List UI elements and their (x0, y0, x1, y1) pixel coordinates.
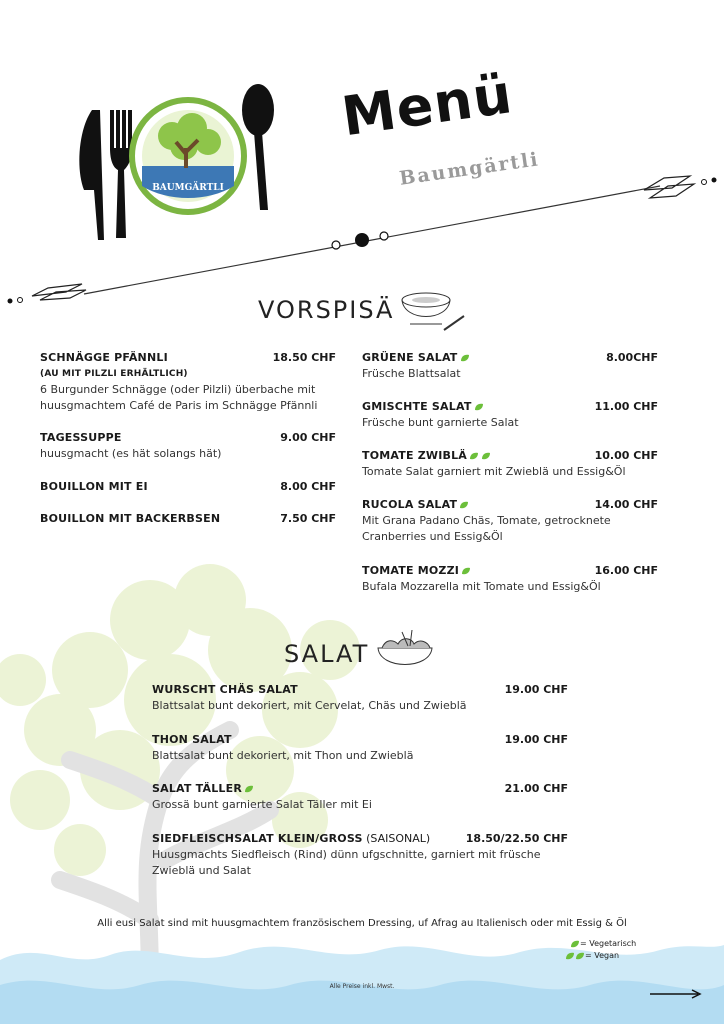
vegan-leaf-icon (575, 952, 585, 960)
page-title: Menü (338, 62, 517, 149)
spoon-icon (242, 84, 274, 210)
menu-item: TOMATE MOZZI 16.00 CHF Bufala Mozzarella mit Tomate und Essig&Öl (362, 564, 658, 593)
menu-item: TAGESSUPPE 9.00 CHF huusgmacht (es hät solangs hät) (40, 431, 336, 460)
menu-item: SCHNÄGGE PFÄNNLI 18.50 CHF (AU MIT PILZLI ERHÄLTLICH) 6 Burgunder Schnägge (oder Pilzli) überbache mit huusgmachtem Café de Paris im Schnägge Pfännli (40, 351, 336, 412)
menu-item: SALAT TÄLLER 21.00 CHF Grossä bunt garnierte Salat Täller mit Ei (152, 782, 568, 811)
menu-item: GMISCHTE SALAT 11.00 CHF Früsche bunt garnierte Salat (362, 400, 658, 429)
menu-item: SIEDFLEISCHSALAT KLEIN/GROSS (SAISONAL) 18.50/22.50 CHF Huusgmachts Siedfleisch (Rind) dünn ufgschnitte, garniert mit früsche Zwieblä und Salat (152, 832, 568, 877)
salad-bowl-icon (372, 630, 442, 676)
price-footer: Alle Preise inkl. Mwst. (329, 983, 395, 990)
fork-icon (110, 110, 132, 238)
vegan-leaf-icon (565, 952, 575, 960)
menu-item: BOUILLON MIT BACKERBSEN 7.50 CHF (40, 512, 336, 525)
logo (132, 100, 244, 212)
vegetarian-leaf-icon (461, 567, 471, 575)
dressing-note: Alli eusi Salat sind mit huusgmachtem französischem Dressing, uf Afrag au Italienisch oder mit Essig & Öl (97, 918, 627, 929)
page-subtitle: Baumgärtli (398, 148, 541, 190)
section-title-salat: SALAT (284, 640, 370, 668)
next-page-arrow-icon[interactable] (650, 988, 702, 1000)
logo-text: BAUMGÄRTLI (152, 183, 224, 193)
menu-item: TOMATE ZWIBLÄ 10.00 CHF Tomate Salat garniert mit Zwieblä und Essig&Öl (362, 449, 658, 478)
vegetarian-leaf-icon (474, 403, 484, 411)
section-title-vorspeise: VORSPISÄ (258, 296, 395, 324)
menu-item: BOUILLON MIT EI 8.00 CHF (40, 480, 336, 493)
knife-icon (79, 110, 104, 240)
soup-bowl-icon (398, 286, 468, 338)
vegetarian-leaf-icon (570, 940, 580, 948)
legend-vegan: = Vegan (563, 951, 619, 960)
menu-item: RUCOLA SALAT 14.00 CHF Mit Grana Padano Chäs, Tomate, getrocknete Cranberries und Essig&Öl (362, 498, 658, 543)
menu-item: THON SALAT 19.00 CHF Blattsalat bunt dekoriert, mit Thon und Zwieblä (152, 733, 568, 762)
vegetarian-leaf-icon (244, 785, 254, 793)
menu-item: GRÜENE SALAT 8.00CHF Früsche Blattsalat (362, 351, 658, 380)
menu-item: WURSCHT CHÄS SALAT 19.00 CHF Blattsalat bunt dekoriert, mit Cervelat, Chäs und Zwieblä (152, 683, 568, 712)
vegetarian-leaf-icon (460, 354, 470, 362)
vegan-leaf-icon (469, 452, 479, 460)
vegetarian-leaf-icon (459, 501, 469, 509)
legend-vegetarian: = Vegetarisch (568, 939, 636, 948)
vegan-leaf-icon (481, 452, 491, 460)
